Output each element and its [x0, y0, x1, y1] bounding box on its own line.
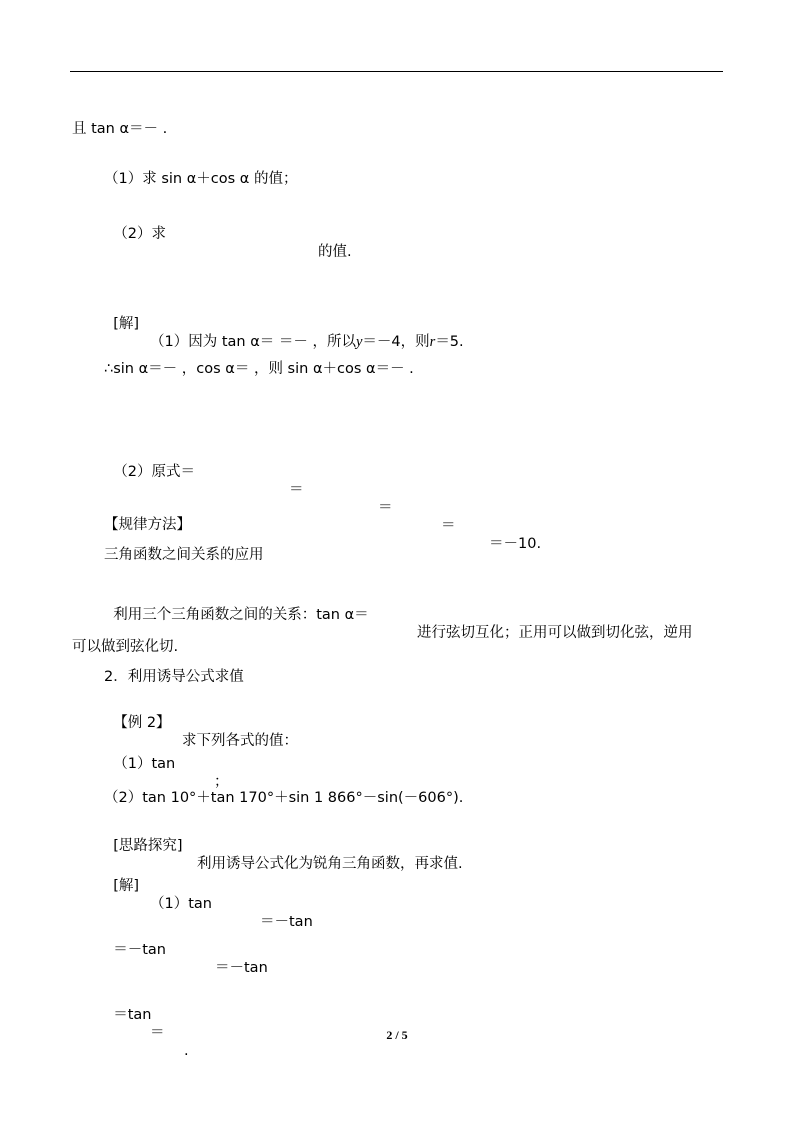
approach-label: [思路探究]: [113, 838, 183, 854]
text-line-14: [104, 789, 463, 807]
given-tan-alpha: 且 tan α＝－ .: [72, 121, 168, 137]
text-line-4: [104, 297, 464, 351]
question-1: （1）求 sin α＋cos α 的值；: [104, 171, 298, 187]
example-2-label: 【例 2】: [113, 715, 171, 731]
solution-2-step-2b: ＝－tan: [215, 960, 268, 976]
period: .: [184, 1043, 189, 1059]
example-2-part-1: （1）tan: [113, 756, 176, 772]
text-line-6: [104, 445, 542, 553]
solution-1-text: （1）因为 tan α＝ ＝－ ，所以y＝－4，则r＝5.: [150, 334, 464, 350]
solution-label-2: [解]: [113, 878, 140, 894]
text-line-10: [72, 638, 178, 656]
text-line-2: [104, 170, 297, 188]
text-line-17: [104, 923, 268, 977]
original-expression: （2）原式＝: [113, 464, 195, 480]
equals-1: ＝: [289, 482, 304, 498]
text-line-18: [104, 988, 189, 1060]
text-line-3: [104, 207, 352, 261]
method-text-end: 可以做到弦化切.: [72, 639, 179, 655]
text-line-8: [104, 546, 264, 564]
equals-2: ＝: [378, 500, 393, 516]
text-line-5: [104, 360, 414, 378]
header-rule: [70, 71, 723, 72]
solution-2-step-1b: ＝－tan: [260, 914, 313, 930]
result-value: ＝－10.: [489, 536, 542, 552]
example-2-part-2: （2）tan 10°＋tan 170°＋sin 1 866°－sin(－606°).: [104, 790, 464, 806]
method-title: 三角函数之间关系的应用: [104, 547, 264, 563]
semicolon: ；: [214, 774, 229, 790]
solution-label: [解]: [113, 316, 140, 332]
example-2-prompt: 求下列各式的值：: [182, 733, 298, 749]
method-text-suffix: 进行弦切互化；正用可以做到切化弦，逆用: [417, 625, 693, 641]
approach-text: 利用诱导公式化为锐角三角函数，再求值.: [197, 856, 463, 872]
text-line-9: [104, 588, 693, 642]
text-line-1: [72, 120, 167, 138]
section-heading-method: 【规律方法】: [104, 517, 191, 533]
text-line-16: [104, 859, 313, 931]
equals-final: ＝: [150, 1025, 165, 1041]
solution-2-step-2: ＝－tan: [113, 942, 166, 958]
section-heading-2: 2．利用诱导公式求值: [104, 669, 244, 685]
solution-2-step-1: （1）tan: [150, 896, 212, 912]
equals-3: ＝: [441, 518, 456, 534]
var-y: y: [355, 334, 363, 350]
text-line-11: [104, 668, 244, 686]
solution-2-step-3: ＝tan: [113, 1007, 152, 1023]
text-line-13: [104, 737, 229, 791]
question-2-prefix: （2）求: [113, 226, 166, 242]
var-r: r: [429, 334, 436, 350]
page-number: 2 / 5: [386, 1028, 408, 1042]
question-2-suffix: 的值.: [318, 244, 352, 260]
sin-cos-values: ∴sin α＝－ ，cos α＝ ，则 sin α＋cos α＝－ .: [104, 361, 414, 377]
text-line-7: [104, 516, 191, 534]
method-text-prefix: 利用三个三角函数之间的关系：tan α＝: [113, 607, 369, 623]
